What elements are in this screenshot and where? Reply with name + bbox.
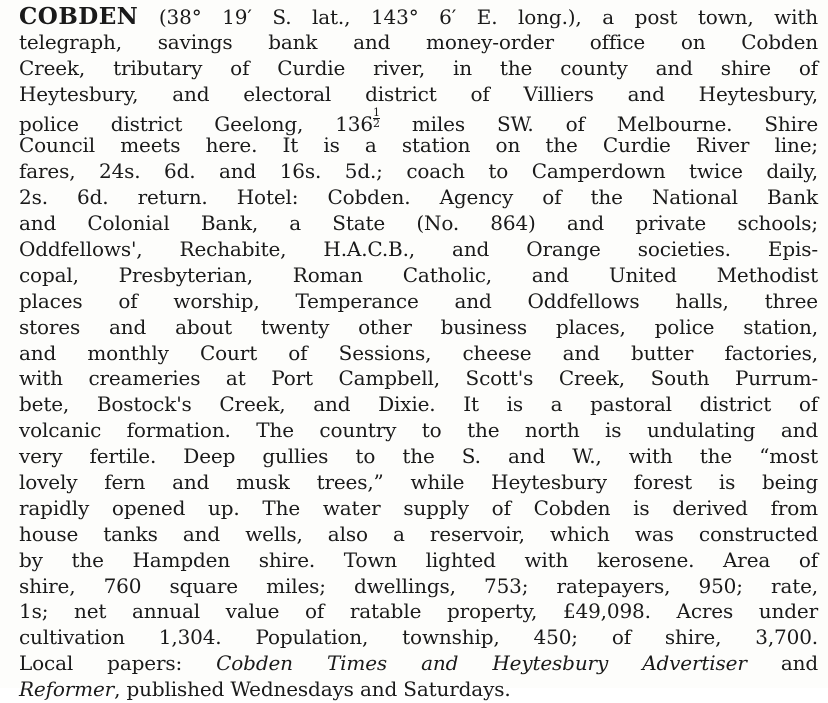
entry-line-4: Heytesbury, and electoral district of Villiers and Heytesbury, — [19, 81, 818, 106]
newspaper-title-2: Reformer — [19, 677, 115, 702]
entry-line-15: with creameries at Port Campbell, Scott's Creek, South Purrum- — [19, 366, 818, 391]
entry-line-2: telegraph, savings bank and money-order office on Cobden — [19, 29, 818, 54]
entry-line-24: 1s; net annual value of ratable property, £49,098. Acres under — [19, 599, 818, 624]
entry-line-8: 2s. 6d. return. Hotel: Cobden. Agency of the National Bank — [19, 185, 818, 210]
entry-line-20: rapidly opened up. The water supply of Cobden is derived from — [19, 495, 818, 520]
entry-line-19: lovely fern and musk trees,” while Heytesbury forest is being — [19, 470, 818, 495]
distance-text-start: police district Geelong, 136 — [19, 111, 373, 136]
distance-text-end: miles SW. of Melbourne. Shire — [379, 111, 819, 136]
entry-line-25: cultivation 1,304. Population, township, 450; of shire, 3,700. — [19, 625, 818, 650]
entry-line-22: by the Hampden shire. Town lighted with kerosene. Area of — [19, 547, 818, 572]
fraction-denominator: 2 — [372, 116, 380, 130]
entry-line-7: fares, 24s. 6d. and 16s. 5d.; coach to Camperdown twice daily, — [19, 159, 818, 184]
entry-line-9: and Colonial Bank, a State (No. 864) and private schools; — [19, 211, 818, 236]
entry-line-18: very fertile. Deep gullies to the S. and W., with the “most — [19, 444, 818, 469]
publication-schedule: , published Wednesdays and Saturdays. — [114, 677, 511, 702]
entry-line-10: Oddfellows', Rechabite, H.A.C.B., and Orange societies. Epis- — [19, 237, 818, 262]
entry-line-11: copal, Presbyterian, Roman Catholic, and United Methodist — [19, 262, 818, 287]
half-fraction — [372, 105, 380, 130]
entry-line-21: house tanks and wells, also a reservoir, which was constructed — [19, 521, 818, 546]
entry-line-3: Creek, tributary of Curdie river, in the county and shire of — [19, 55, 818, 80]
entry-line-17: volcanic formation. The country to the north is undulating and — [19, 418, 818, 443]
entry-line-1 — [19, 4, 818, 30]
entry-line-23: shire, 760 square miles; dwellings, 753; ratepayers, 950; rate, — [19, 573, 818, 598]
entry-line-16: bete, Bostock's Creek, and Dixie. It is a pastoral district of — [19, 392, 818, 417]
coordinates-text: (38° 19′ S. lat., 143° 6′ E. long.), a post town, with — [138, 5, 818, 29]
entry-line-6: Council meets here. It is a station on the Curdie River line; — [19, 133, 818, 158]
conjunction-text: and — [746, 651, 818, 676]
local-papers-label: Local papers: — [19, 651, 217, 676]
entry-line-13: stores and about twenty other business places, police station, — [19, 314, 818, 339]
gazetteer-entry — [19, 4, 818, 703]
entry-line-26 — [19, 651, 818, 677]
entry-line-5 — [19, 105, 819, 136]
fraction-numerator: 1 — [372, 105, 380, 119]
entry-line-14: and monthly Court of Sessions, cheese and butter factories, — [19, 340, 818, 365]
entry-line-12: places of worship, Temperance and Oddfellows halls, three — [19, 288, 818, 313]
headword: COBDEN — [19, 3, 139, 30]
newspaper-title-1: Cobden Times and Heytesbury Advertiser — [216, 651, 747, 676]
entry-line-27 — [19, 677, 818, 703]
